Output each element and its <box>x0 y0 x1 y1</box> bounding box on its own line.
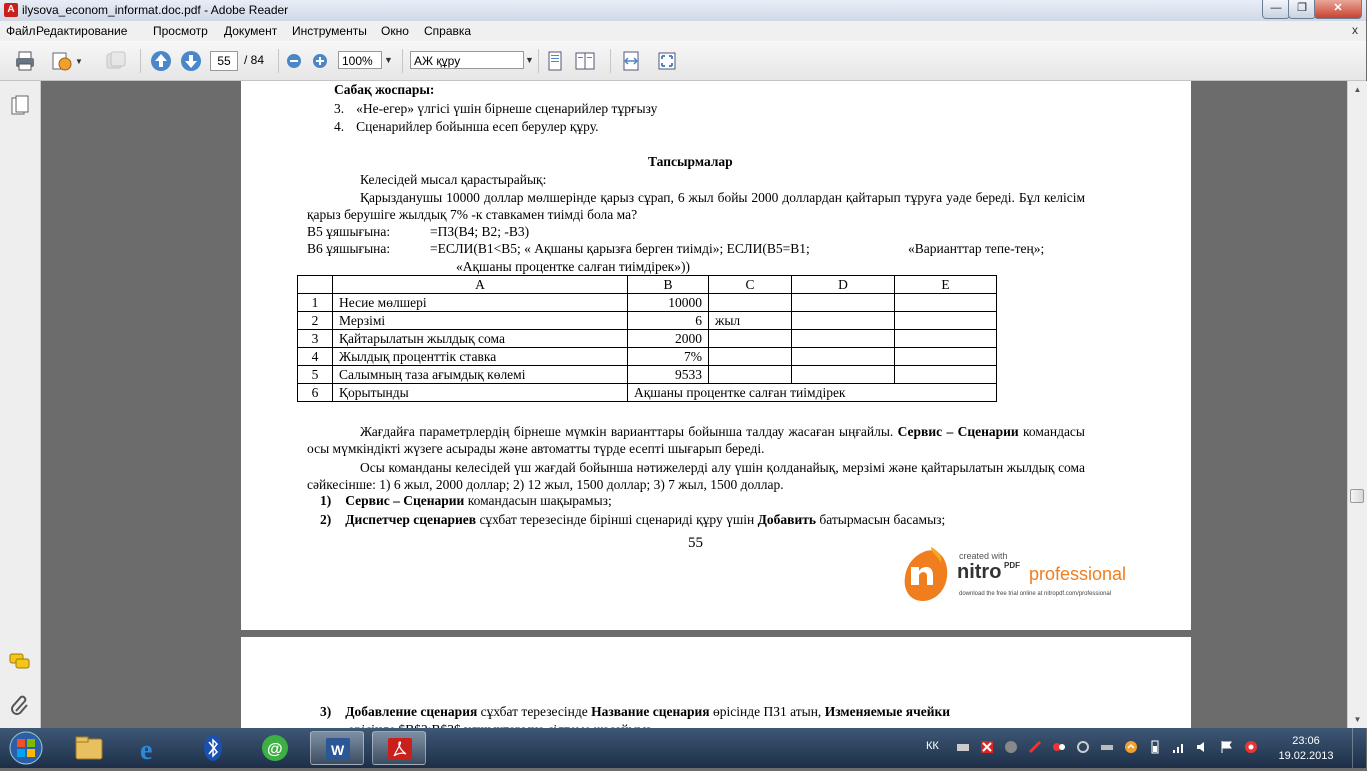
svg-text:W: W <box>331 742 345 758</box>
table-cell: Қайтарылатын жылдық сома <box>333 330 628 348</box>
formula: «Ақшаны процентке салған тиімдірек»)) <box>456 259 690 274</box>
table-cell: 2000 <box>628 330 709 348</box>
separator <box>610 49 611 73</box>
menu-edit[interactable]: Редактирование <box>36 24 128 38</box>
table-cell: Жылдық проценттік ставка <box>333 348 628 366</box>
menu-bar <box>0 21 1366 41</box>
security-icon[interactable] <box>1052 740 1066 754</box>
table-cell: 6 <box>628 312 709 330</box>
table-row <box>298 384 997 402</box>
separator <box>538 49 539 73</box>
clock-date: 19.02.2013 <box>1278 750 1334 762</box>
table-cell <box>709 366 792 384</box>
table-cell <box>709 348 792 366</box>
row-number: 4 <box>298 348 333 366</box>
formula-label: В5 ұяшығына: <box>307 224 391 239</box>
start-button[interactable] <box>6 730 46 771</box>
formula: «Варианттар тепе-тең»; <box>908 241 1045 256</box>
paragraph: Келесідей мысал қарастырайық: <box>360 172 547 187</box>
battery-icon[interactable] <box>1148 740 1162 754</box>
menu-document[interactable]: Документ <box>224 24 278 38</box>
zoom-in-icon[interactable] <box>312 53 328 69</box>
vertical-scrollbar[interactable] <box>1347 81 1367 728</box>
page-count: / 84 <box>244 53 265 67</box>
watermark-professional: professional <box>1029 564 1127 584</box>
watermark-pdf: PDF <box>1004 561 1020 570</box>
row-number: 1 <box>298 294 333 312</box>
nitro-watermark <box>901 543 1146 605</box>
close-document-icon[interactable]: x <box>1352 23 1358 37</box>
table-cell: жыл <box>709 312 792 330</box>
paragraph: Қарызданушы 10000 доллар мөлшерінде қарыз сұрап, 6 жыл бойы 2000 доллардан қайтарып тұруға уәде береді. Бұл келісім қарыз берушіге жылдық 7% -к ставкамен тиімді бола ма? <box>307 190 1085 222</box>
formula: =ЕСЛИ(В1<В5; « Ақшаны қарызға берген тиімді»; ЕСЛИ(В5=В1; <box>430 241 810 256</box>
toolbar <box>0 41 1366 81</box>
row-number: 2 <box>298 312 333 330</box>
print-icon[interactable] <box>14 50 36 72</box>
pages-panel-icon[interactable] <box>11 95 29 120</box>
paragraph: Осы команданы келесідей үш жағдай бойынша нәтижелерді алу үшін қолданайық, мерзімі және қайтарылатын жылдық сома сәйкесінше: 1) 6 жыл, 2000 доллар; 2) 12 жыл, 1500 доллар; 3) 7 жыл, 1500 доллар. <box>307 460 1085 492</box>
watermark-text: created with <box>959 551 1008 561</box>
table-cell: 9533 <box>628 366 709 384</box>
scroll-up-icon[interactable]: ▲ <box>1353 85 1362 94</box>
close-button[interactable]: ✕ <box>1314 0 1362 19</box>
tasks-heading: Тапсырмалар <box>648 154 733 169</box>
table-header-cell: A <box>333 276 628 294</box>
menu-help[interactable]: Справка <box>424 24 472 38</box>
table-cell <box>792 312 895 330</box>
table-cell <box>792 348 895 366</box>
table-cell-merged: Ақшаны процентке салған тиімдірек <box>628 384 997 402</box>
step-item: 2) Диспетчер сценариев сұхбат терезесінде бірінші сценариді құру үшін Добавить батырмасын басамыз; <box>320 512 946 527</box>
table-header-cell: C <box>709 276 792 294</box>
menu-view[interactable]: Просмотр <box>153 24 208 38</box>
internet-explorer-icon[interactable] <box>124 731 178 765</box>
bluetooth-icon[interactable] <box>186 731 240 765</box>
scroll-down-icon[interactable]: ▼ <box>1353 715 1362 724</box>
table-cell <box>895 330 997 348</box>
document-area <box>41 81 1347 728</box>
network-tool-icon[interactable] <box>1076 740 1090 754</box>
taskbar <box>0 728 1366 768</box>
table-cell <box>895 366 997 384</box>
menu-file[interactable]: Файл <box>6 24 36 38</box>
svg-text:@: @ <box>267 741 283 758</box>
separator <box>402 49 403 73</box>
explorer-taskbar-button[interactable] <box>62 731 116 765</box>
formula-label: В6 ұяшығына: <box>307 241 391 256</box>
next-page-icon[interactable] <box>180 50 202 72</box>
minimize-button[interactable]: — <box>1262 0 1290 19</box>
menu-window[interactable]: Окно <box>381 24 409 38</box>
export-icon[interactable] <box>50 50 72 72</box>
separator <box>140 49 141 73</box>
antivirus-icon[interactable] <box>980 740 994 754</box>
fit-width-icon[interactable] <box>620 50 642 72</box>
tool-select[interactable]: АЖ құру <box>410 51 524 69</box>
table-cell <box>792 330 895 348</box>
row-number: 6 <box>298 384 333 402</box>
row-number: 5 <box>298 366 333 384</box>
table-header-cell: E <box>895 276 997 294</box>
scrollbar-thumb[interactable] <box>1350 489 1364 503</box>
update-icon[interactable] <box>1004 740 1018 754</box>
pdf-page <box>241 81 1191 630</box>
table-cell: Қорытынды <box>333 384 628 402</box>
table-cell: 10000 <box>628 294 709 312</box>
title-bar <box>0 0 1366 22</box>
adobe-reader-icon: A <box>4 3 18 17</box>
page-number-input[interactable]: 55 <box>210 51 238 71</box>
plan-item: 4. Сценарийлер бойынша есеп берулер құру. <box>334 119 599 134</box>
maximize-button[interactable]: ❐ <box>1288 0 1316 19</box>
nitro-logo-icon <box>901 545 951 603</box>
table-header-cell: D <box>792 276 895 294</box>
watermark-brand: nitro <box>957 561 1002 583</box>
adobe-reader-taskbar-button[interactable] <box>372 731 426 765</box>
table-cell <box>792 294 895 312</box>
paragraph: Жағдайға параметрлердің бірнеше мүмкін варианттары бойынша талдау жасаған ыңғайлы. Сервис – Сценарии командасы осы мүмкіндікті жүзеге асырады және автоматты түрде есепті шығарып береді. <box>307 424 1085 456</box>
table-cell: 7% <box>628 348 709 366</box>
messenger-icon[interactable] <box>248 731 302 765</box>
table-cell <box>895 294 997 312</box>
comments-icon[interactable] <box>9 653 31 676</box>
table-cell <box>895 312 997 330</box>
show-hidden-icons-icon[interactable] <box>1124 740 1138 754</box>
device-icon[interactable] <box>1100 740 1114 754</box>
table-row <box>298 294 997 312</box>
table-cell <box>709 294 792 312</box>
clock[interactable] <box>1266 734 1346 764</box>
navigation-pane <box>0 81 41 728</box>
network-signal-icon[interactable] <box>1172 740 1186 754</box>
single-page-view-icon[interactable] <box>544 50 566 72</box>
chevron-down-icon[interactable]: ▼ <box>75 57 83 66</box>
table-header-row <box>298 276 997 294</box>
separator <box>278 49 279 73</box>
table-cell <box>895 348 997 366</box>
menu-tools[interactable]: Инструменты <box>292 24 367 38</box>
full-screen-icon[interactable] <box>656 50 678 72</box>
collaborate-icon <box>105 50 127 72</box>
window-title: ilysova_econom_informat.doc.pdf - Adobe Reader <box>22 3 289 17</box>
zoom-out-icon[interactable] <box>286 53 302 69</box>
zoom-level-input[interactable]: 100% <box>338 51 382 69</box>
word-taskbar-button[interactable] <box>310 731 364 765</box>
step-item: 1) Сервис – Сценарии командасын шақырамыз; <box>320 493 612 508</box>
clock-time: 23:06 <box>1292 735 1320 747</box>
table-row <box>298 348 997 366</box>
formula: =ПЗ(В4; В2; -В3) <box>430 224 530 239</box>
step-item: 3) Добавление сценария сұхбат терезесінде Название сценария өрісінде ПЗ1 атын, Изменяемые ячейки <box>320 704 951 719</box>
table-cell <box>709 330 792 348</box>
keyboard-icon[interactable] <box>956 740 970 754</box>
table-cell <box>792 366 895 384</box>
plan-heading: Сабақ жоспары: <box>334 82 435 97</box>
flag-icon[interactable] <box>1220 740 1234 754</box>
language-indicator[interactable]: КК <box>926 740 939 752</box>
table-cell: Мерзімі <box>333 312 628 330</box>
attachments-icon[interactable] <box>10 693 30 720</box>
chevron-down-icon[interactable]: ▼ <box>525 55 534 65</box>
chevron-down-icon[interactable]: ▼ <box>384 55 393 65</box>
row-number: 3 <box>298 330 333 348</box>
table-header-cell: B <box>628 276 709 294</box>
plan-item: 3. «Не-егер» үлгісі үшін бірнеше сценарийлер тұрғызу <box>334 101 658 116</box>
tool-icon[interactable] <box>1028 740 1042 754</box>
table-cell: Несие мөлшері <box>333 294 628 312</box>
show-desktop-button[interactable] <box>1352 728 1367 768</box>
table-row <box>298 366 997 384</box>
svg-text:e: e <box>140 735 153 766</box>
previous-page-icon[interactable] <box>150 50 172 72</box>
spreadsheet-table <box>297 275 997 402</box>
two-page-view-icon[interactable] <box>574 50 596 72</box>
table-row <box>298 312 997 330</box>
volume-icon[interactable] <box>1196 740 1210 754</box>
page-number: 55 <box>688 535 703 551</box>
qip-icon[interactable] <box>1244 740 1258 754</box>
table-cell: Салымның таза ағымдық көлемі <box>333 366 628 384</box>
table-row <box>298 330 997 348</box>
watermark-trial: download the free trial online at nitropdf.com/professional <box>959 591 1112 597</box>
table-header-cell <box>298 276 333 294</box>
